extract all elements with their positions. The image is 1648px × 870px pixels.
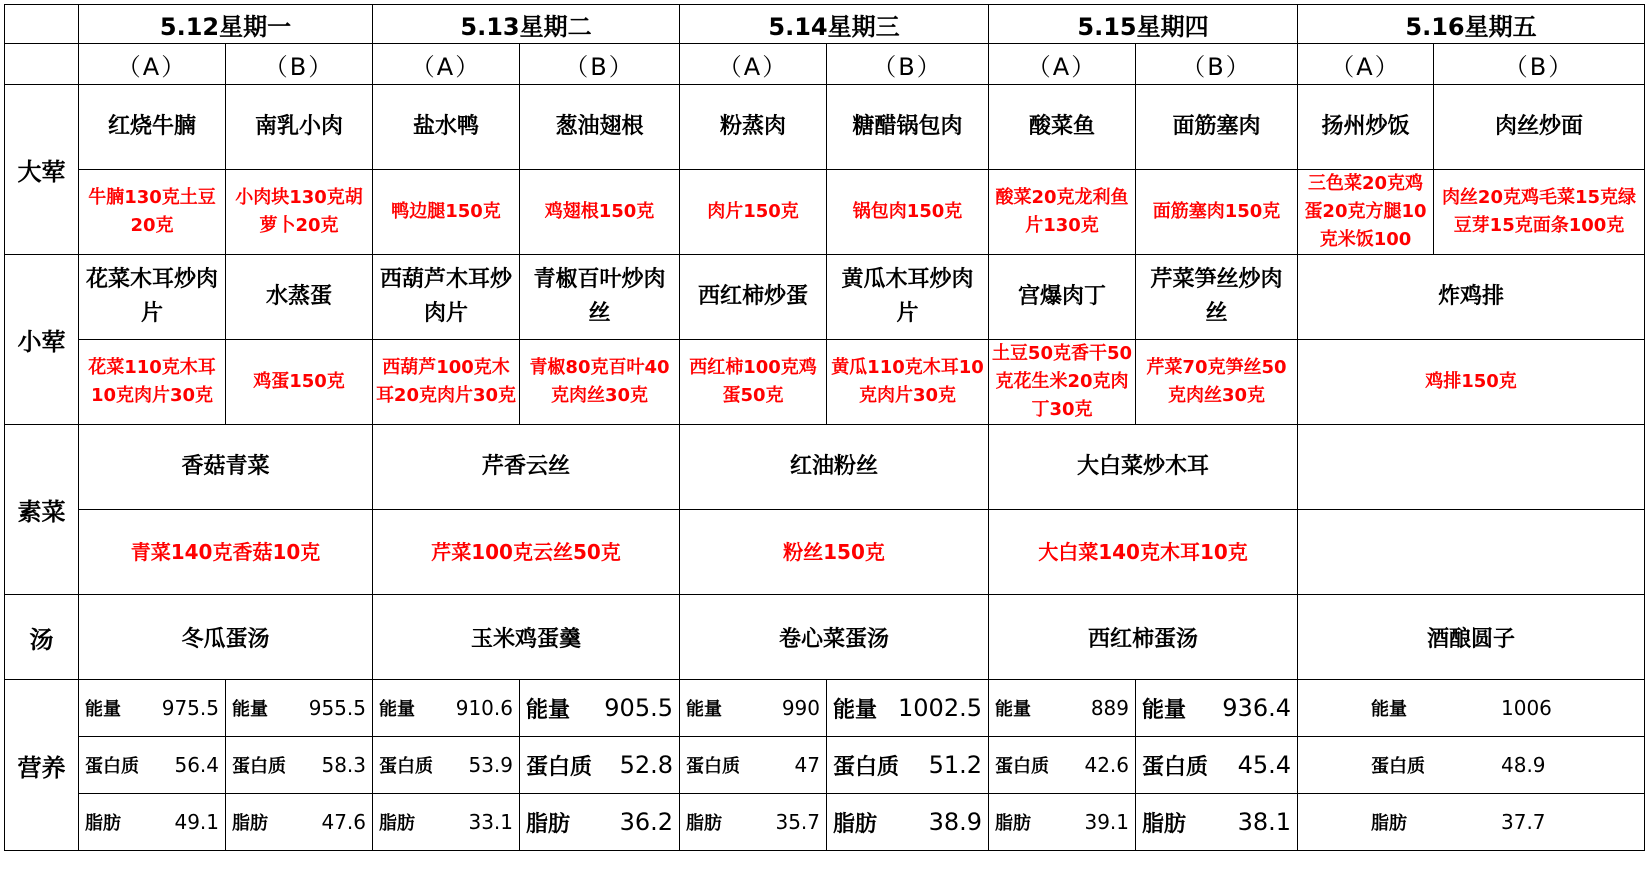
veg-dish <box>1298 425 1645 510</box>
energy-label: 能量 <box>833 697 878 723</box>
veg-ingredient-row <box>5 510 1645 595</box>
protein-value: 53.9 <box>468 753 513 777</box>
main-ingredients: 肉片150克 <box>680 170 827 255</box>
fat-label: 脂肪 <box>1142 811 1187 837</box>
protein-value: 47 <box>794 753 820 777</box>
veg-dish: 大白菜炒木耳 <box>989 425 1298 510</box>
option-a-label: （A） <box>79 44 226 85</box>
side-ingredients: 西红柿100克鸡蛋50克 <box>680 340 827 425</box>
veg-ingredients: 青菜140克香菇10克 <box>79 510 373 595</box>
main-ingredients: 酸菜20克龙利鱼片130克 <box>989 170 1136 255</box>
side-ingredients: 鸡排150克 <box>1298 340 1645 425</box>
main-dish: 面筋塞肉 <box>1136 85 1298 170</box>
main-dish: 盐水鸭 <box>373 85 520 170</box>
nutrition-fat <box>1136 794 1298 851</box>
energy-label: 能量 <box>686 699 722 720</box>
fat-label: 脂肪 <box>686 813 722 834</box>
category-main: 大荤 <box>5 85 79 255</box>
main-dish: 南乳小肉 <box>226 85 373 170</box>
main-dish: 红烧牛腩 <box>79 85 226 170</box>
category-side: 小荤 <box>5 255 79 425</box>
protein-value: 56.4 <box>174 753 219 777</box>
veg-ingredients: 大白菜140克木耳10克 <box>989 510 1298 595</box>
side-ingredients: 黄瓜110克木耳10克肉片30克 <box>827 340 989 425</box>
category-soup: 汤 <box>5 595 79 680</box>
nutrition-fat <box>680 794 827 851</box>
fat-value: 49.1 <box>174 810 219 834</box>
soup: 酒酿圆子 <box>1298 595 1645 680</box>
fat-value: 36.2 <box>619 808 673 836</box>
side-dish: 黄瓜木耳炒肉片 <box>827 255 989 340</box>
fat-value: 47.6 <box>321 810 366 834</box>
soup: 玉米鸡蛋羹 <box>373 595 680 680</box>
protein-label: 蛋白质 <box>995 756 1049 777</box>
energy-value: 975.5 <box>161 696 219 720</box>
date-row <box>5 5 1645 44</box>
nutrition-energy-row <box>5 680 1645 737</box>
day-header: 5.15星期四 <box>989 5 1298 44</box>
fat-value: 35.7 <box>775 810 820 834</box>
day-header: 5.14星期三 <box>680 5 989 44</box>
nutrition-protein <box>1136 737 1298 794</box>
protein-value: 42.6 <box>1084 753 1129 777</box>
side-dish: 花菜木耳炒肉片 <box>79 255 226 340</box>
fat-label: 脂肪 <box>995 813 1031 834</box>
side-dish: 西葫芦木耳炒肉片 <box>373 255 520 340</box>
energy-label: 能量 <box>995 699 1031 720</box>
option-b-label: （B） <box>520 44 680 85</box>
protein-label: 蛋白质 <box>526 754 593 780</box>
energy-value: 990 <box>781 696 820 720</box>
nutrition-energy <box>79 680 226 737</box>
side-dish: 芹菜笋丝炒肉丝 <box>1136 255 1298 340</box>
day-header: 5.13星期二 <box>373 5 680 44</box>
day-header: 5.16星期五 <box>1298 5 1645 44</box>
side-ingredients: 芹菜70克笋丝50克肉丝30克 <box>1136 340 1298 425</box>
nutrition-protein <box>989 737 1136 794</box>
energy-label: 能量 <box>526 697 571 723</box>
main-ingredients: 牛腩130克土豆20克 <box>79 170 226 255</box>
nutrition-fat <box>1298 794 1645 851</box>
protein-value: 48.9 <box>1501 753 1546 777</box>
nutrition-energy <box>520 680 680 737</box>
side-dish: 炸鸡排 <box>1298 255 1645 340</box>
side-dish: 青椒百叶炒肉丝 <box>520 255 680 340</box>
nutrition-protein <box>79 737 226 794</box>
day-header: 5.12星期一 <box>79 5 373 44</box>
soup: 冬瓜蛋汤 <box>79 595 373 680</box>
protein-value: 58.3 <box>321 753 366 777</box>
nutrition-protein <box>373 737 520 794</box>
nutrition-energy <box>226 680 373 737</box>
main-dish: 粉蒸肉 <box>680 85 827 170</box>
protein-label: 蛋白质 <box>232 756 286 777</box>
nutrition-energy <box>1298 680 1645 737</box>
option-a-label: （A） <box>373 44 520 85</box>
option-row <box>5 44 1645 85</box>
soup: 西红柿蛋汤 <box>989 595 1298 680</box>
main-dish: 葱油翅根 <box>520 85 680 170</box>
side-ingredients: 西葫芦100克木耳20克肉片30克 <box>373 340 520 425</box>
veg-ingredients: 芹菜100克云丝50克 <box>373 510 680 595</box>
nutrition-energy <box>1136 680 1298 737</box>
energy-label: 能量 <box>379 699 415 720</box>
option-a-label: （A） <box>680 44 827 85</box>
fat-value: 38.9 <box>928 808 982 836</box>
nutrition-fat <box>373 794 520 851</box>
fat-value: 33.1 <box>468 810 513 834</box>
veg-dish: 红油粉丝 <box>680 425 989 510</box>
protein-label: 蛋白质 <box>833 754 900 780</box>
option-b-label: （B） <box>1434 44 1645 85</box>
energy-value: 955.5 <box>308 696 366 720</box>
fat-label: 脂肪 <box>232 813 268 834</box>
side-dish: 西红柿炒蛋 <box>680 255 827 340</box>
main-ingredients: 肉丝20克鸡毛菜15克绿豆芽15克面条100克 <box>1434 170 1645 255</box>
option-b-label: （B） <box>1136 44 1298 85</box>
energy-label: 能量 <box>232 699 268 720</box>
main-ingredients: 锅包肉150克 <box>827 170 989 255</box>
main-ingredients: 鸭边腿150克 <box>373 170 520 255</box>
protein-label: 蛋白质 <box>379 756 433 777</box>
main-ingredients: 面筋塞肉150克 <box>1136 170 1298 255</box>
nutrition-fat-row <box>5 794 1645 851</box>
option-b-label: （B） <box>827 44 989 85</box>
nutrition-fat <box>520 794 680 851</box>
main-dish: 酸菜鱼 <box>989 85 1136 170</box>
nutrition-protein <box>226 737 373 794</box>
energy-label: 能量 <box>1142 697 1187 723</box>
energy-label: 能量 <box>1371 699 1407 720</box>
main-dish: 扬州炒饭 <box>1298 85 1434 170</box>
protein-value: 45.4 <box>1237 751 1291 779</box>
protein-value: 51.2 <box>928 751 982 779</box>
fat-label: 脂肪 <box>1371 813 1407 834</box>
side-ingredients: 花菜110克木耳10克肉片30克 <box>79 340 226 425</box>
main-ingredients: 鸡翅根150克 <box>520 170 680 255</box>
main-dish: 肉丝炒面 <box>1434 85 1645 170</box>
nutrition-protein-row <box>5 737 1645 794</box>
option-a-label: （A） <box>989 44 1136 85</box>
protein-label: 蛋白质 <box>686 756 740 777</box>
side-dish-row <box>5 255 1645 340</box>
side-dish: 水蒸蛋 <box>226 255 373 340</box>
main-ingredients: 三色菜20克鸡蛋20克方腿10克米饭100 <box>1298 170 1434 255</box>
nutrition-energy <box>989 680 1136 737</box>
energy-value: 1002.5 <box>898 694 982 722</box>
soup-row <box>5 595 1645 680</box>
veg-ingredients <box>1298 510 1645 595</box>
nutrition-fat <box>226 794 373 851</box>
nutrition-protein <box>680 737 827 794</box>
main-ingredient-row <box>5 170 1645 255</box>
energy-value: 936.4 <box>1222 694 1291 722</box>
energy-value: 905.5 <box>604 694 673 722</box>
nutrition-fat <box>989 794 1136 851</box>
veg-dish: 香菇青菜 <box>79 425 373 510</box>
veg-dish-row <box>5 425 1645 510</box>
main-dish-row <box>5 85 1645 170</box>
fat-label: 脂肪 <box>526 811 571 837</box>
category-nutrition: 营养 <box>5 680 79 851</box>
fat-value: 39.1 <box>1084 810 1129 834</box>
side-ingredients: 鸡蛋150克 <box>226 340 373 425</box>
nutrition-protein <box>520 737 680 794</box>
nutrition-energy <box>373 680 520 737</box>
energy-label: 能量 <box>85 699 121 720</box>
side-ingredients: 土豆50克香干50克花生米20克肉丁30克 <box>989 340 1136 425</box>
nutrition-energy <box>827 680 989 737</box>
energy-value: 1006 <box>1501 696 1552 720</box>
nutrition-fat <box>79 794 226 851</box>
fat-label: 脂肪 <box>85 813 121 834</box>
nutrition-protein <box>827 737 989 794</box>
protein-label: 蛋白质 <box>85 756 139 777</box>
corner-cell <box>5 44 79 85</box>
category-veg: 素菜 <box>5 425 79 595</box>
weekly-menu-table <box>4 4 1645 851</box>
fat-value: 38.1 <box>1237 808 1291 836</box>
nutrition-fat <box>827 794 989 851</box>
main-ingredients: 小肉块130克胡萝卜20克 <box>226 170 373 255</box>
nutrition-protein <box>1298 737 1645 794</box>
fat-value: 37.7 <box>1501 810 1546 834</box>
protein-label: 蛋白质 <box>1371 756 1425 777</box>
energy-value: 889 <box>1090 696 1129 720</box>
side-ingredient-row <box>5 340 1645 425</box>
fat-label: 脂肪 <box>833 811 878 837</box>
nutrition-energy <box>680 680 827 737</box>
main-dish: 糖醋锅包肉 <box>827 85 989 170</box>
option-a-label: （A） <box>1298 44 1434 85</box>
side-dish: 宫爆肉丁 <box>989 255 1136 340</box>
soup: 卷心菜蛋汤 <box>680 595 989 680</box>
veg-ingredients: 粉丝150克 <box>680 510 989 595</box>
protein-label: 蛋白质 <box>1142 754 1209 780</box>
option-b-label: （B） <box>226 44 373 85</box>
side-ingredients: 青椒80克百叶40克肉丝30克 <box>520 340 680 425</box>
veg-dish: 芹香云丝 <box>373 425 680 510</box>
corner-cell <box>5 5 79 44</box>
fat-label: 脂肪 <box>379 813 415 834</box>
protein-value: 52.8 <box>619 751 673 779</box>
energy-value: 910.6 <box>455 696 513 720</box>
